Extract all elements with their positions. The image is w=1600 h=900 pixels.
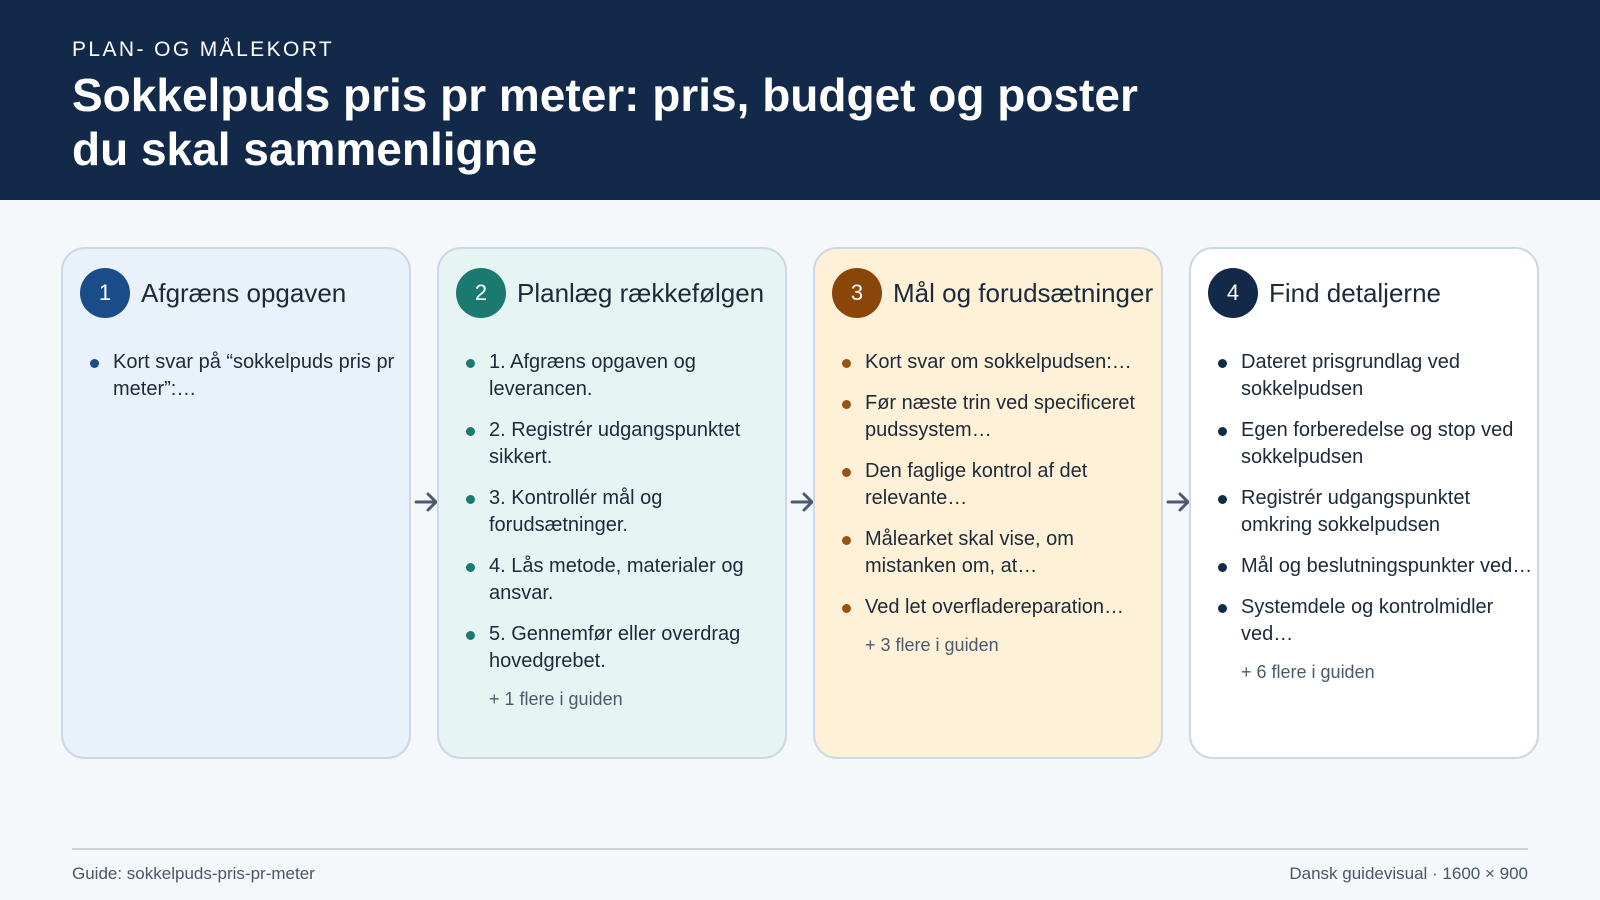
list-item-text: 3. Kontrollér mål og forudsætninger. bbox=[489, 487, 663, 536]
list-item bbox=[1218, 594, 1536, 648]
footer-guide-slug: Guide: sokkelpuds-pris-pr-meter bbox=[72, 864, 315, 883]
step-item-list bbox=[466, 349, 784, 711]
list-item-text: 1. Afgræns opgaven og leverancen. bbox=[489, 351, 696, 400]
bullet-icon bbox=[842, 359, 851, 368]
step-card-3 bbox=[813, 247, 1163, 759]
step-item-list bbox=[1218, 349, 1536, 684]
list-item-text: Kort svar på “sokkelpuds pris pr meter”:… bbox=[113, 351, 395, 400]
bullet-icon bbox=[1218, 359, 1227, 368]
step-card-1 bbox=[61, 247, 411, 759]
page-title: Sokkelpuds pris pr meter: pris, budget og poster du skal sammenligne bbox=[72, 69, 1138, 175]
list-item-text: Før næste trin ved specificeret pudssystem… bbox=[865, 392, 1136, 441]
footer-divider bbox=[72, 848, 1528, 850]
list-item bbox=[842, 349, 1160, 376]
bullet-icon bbox=[1218, 604, 1227, 613]
step-item-list bbox=[90, 349, 408, 417]
list-item bbox=[1218, 417, 1536, 471]
list-item bbox=[842, 526, 1160, 580]
list-item bbox=[466, 417, 784, 471]
bullet-icon bbox=[842, 536, 851, 545]
step-title: Afgræns opgaven bbox=[141, 278, 347, 308]
step-card-4 bbox=[1189, 247, 1539, 759]
list-item bbox=[842, 594, 1160, 621]
list-item-text: Egen forberedelse og stop ved sokkelpudsen bbox=[1241, 419, 1514, 468]
list-item bbox=[1218, 349, 1536, 403]
list-item bbox=[466, 621, 784, 675]
list-item-text: 5. Gennemfør eller overdrag hovedgrebet. bbox=[489, 623, 741, 672]
step-title: Find detaljerne bbox=[1269, 278, 1441, 308]
list-item-text: Målearket skal vise, om mistanken om, at… bbox=[865, 528, 1074, 577]
list-item-text: Kort svar om sokkelpudsen:… bbox=[865, 351, 1132, 373]
list-item-text: Den faglige kontrol af det relevante… bbox=[865, 460, 1088, 509]
bullet-icon bbox=[466, 631, 475, 640]
list-item bbox=[1218, 553, 1536, 580]
list-item bbox=[842, 390, 1160, 444]
footer-credit: Dansk guidevisual · 1600 × 900 bbox=[1289, 864, 1528, 883]
list-item-text: Mål og beslutningspunkter ved… bbox=[1241, 555, 1533, 577]
bullet-icon bbox=[1218, 427, 1227, 436]
bullet-icon bbox=[842, 468, 851, 477]
list-item bbox=[90, 349, 408, 403]
bullet-icon bbox=[1218, 495, 1227, 504]
list-item-text: 4. Lås metode, materialer og ansvar. bbox=[489, 555, 744, 604]
list-item-text: 2. Registrér udgangspunktet sikkert. bbox=[489, 419, 741, 468]
step-number-badge: 3 bbox=[832, 268, 882, 318]
header-banner bbox=[0, 0, 1600, 200]
step-number-badge: 1 bbox=[80, 268, 130, 318]
bullet-icon bbox=[842, 604, 851, 613]
step-title: Mål og forudsætninger bbox=[893, 278, 1154, 308]
more-in-guide-note: + 1 flere i guiden bbox=[489, 689, 623, 709]
step-number-badge: 4 bbox=[1208, 268, 1258, 318]
list-item bbox=[466, 485, 784, 539]
list-item-text: Ved let overfladereparation… bbox=[865, 596, 1125, 618]
bullet-icon bbox=[1218, 563, 1227, 572]
bullet-icon bbox=[466, 427, 475, 436]
more-in-guide-note: + 6 flere i guiden bbox=[1241, 662, 1375, 682]
step-number-badge: 2 bbox=[456, 268, 506, 318]
step-card-2 bbox=[437, 247, 787, 759]
list-item-text: Registrér udgangspunktet omkring sokkelpudsen bbox=[1241, 487, 1471, 536]
list-item bbox=[842, 458, 1160, 512]
list-item bbox=[1218, 485, 1536, 539]
bullet-icon bbox=[466, 495, 475, 504]
bullet-icon bbox=[842, 400, 851, 409]
bullet-icon bbox=[466, 359, 475, 368]
list-item-text: Dateret prisgrundlag ved sokkelpudsen bbox=[1241, 351, 1461, 400]
step-item-list bbox=[842, 349, 1160, 657]
list-item bbox=[466, 553, 784, 607]
more-in-guide-note: + 3 flere i guiden bbox=[865, 635, 999, 655]
list-item-text: Systemdele og kontrolmidler ved… bbox=[1241, 596, 1494, 645]
kicker-label: PLAN- OG MÅLEKORT bbox=[72, 38, 335, 61]
bullet-icon bbox=[466, 563, 475, 572]
step-title: Planlæg rækkefølgen bbox=[517, 278, 765, 308]
list-item bbox=[466, 349, 784, 403]
bullet-icon bbox=[90, 359, 99, 368]
